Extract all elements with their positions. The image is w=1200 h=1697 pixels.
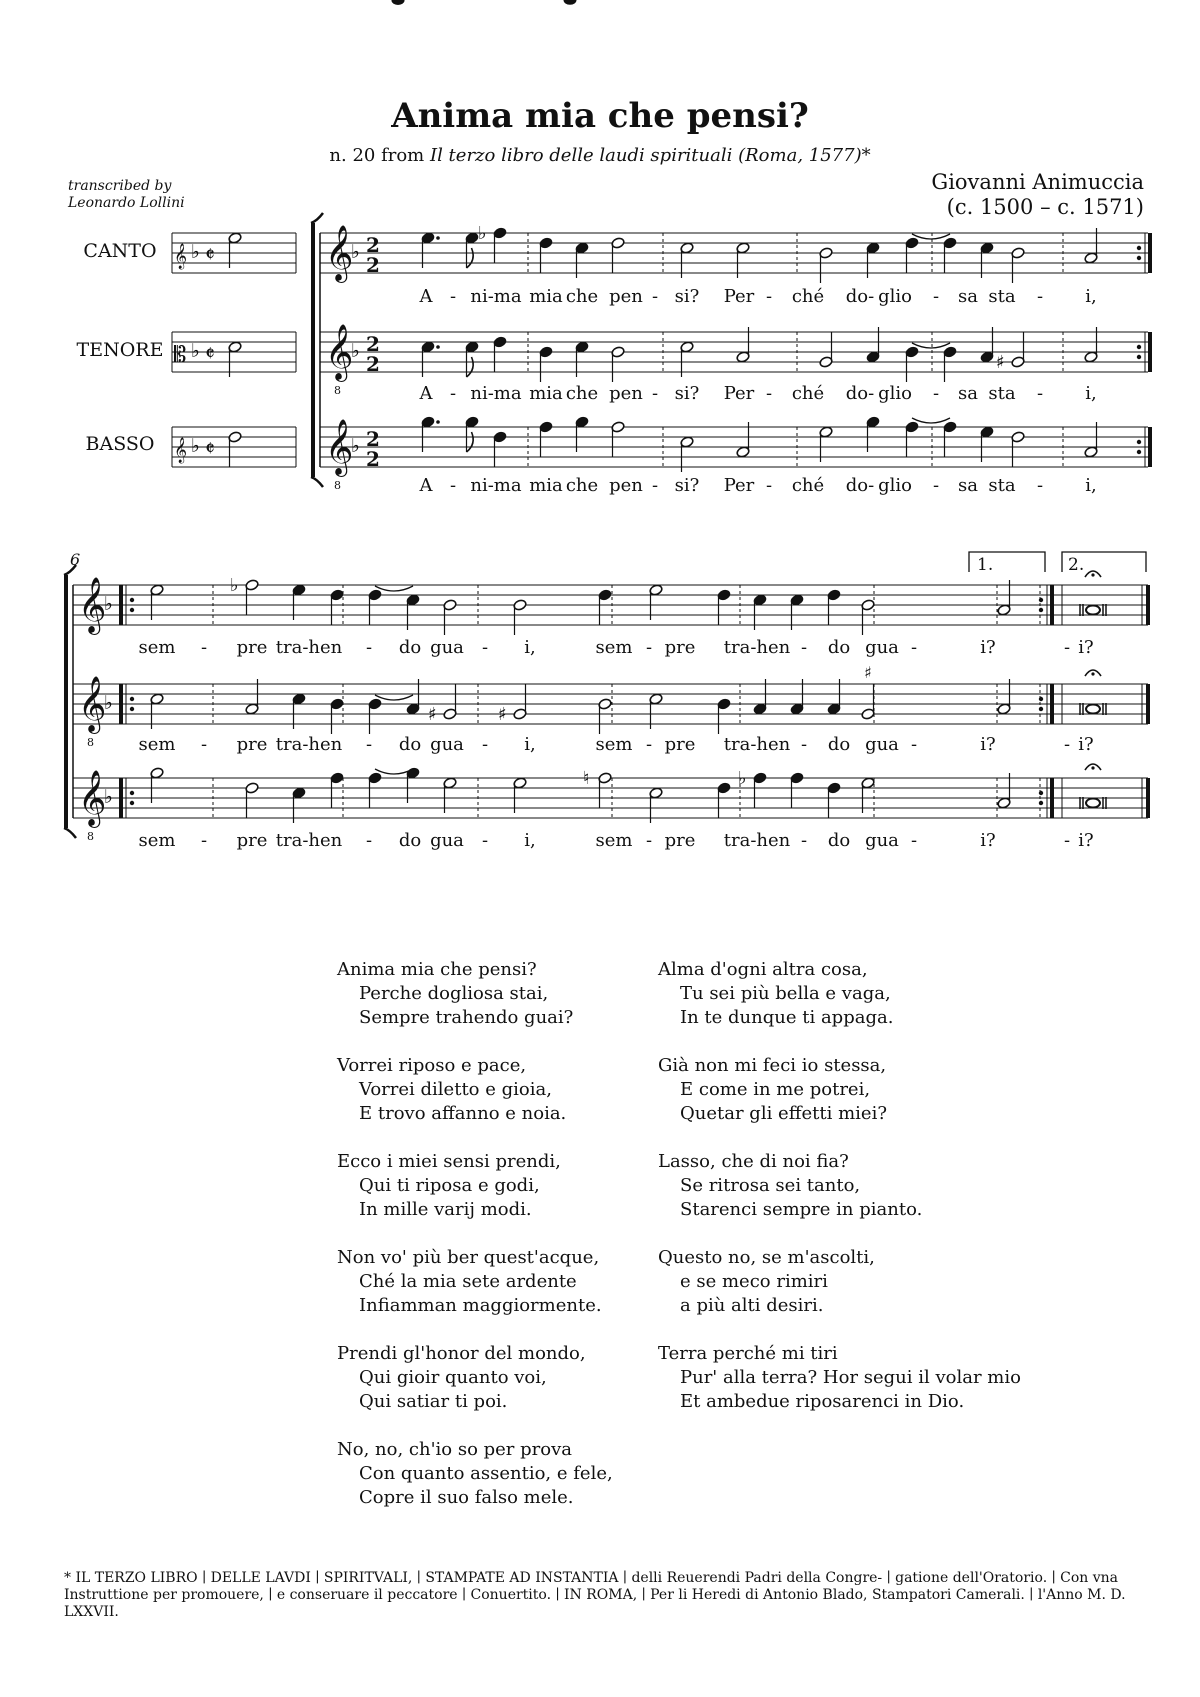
poem-line: Quetar gli effetti miei? bbox=[680, 1103, 887, 1124]
note-head-filled bbox=[392, 0, 404, 4]
poem-line: Con quanto assentio, e fele, bbox=[359, 1463, 613, 1484]
transcriber-line-1: transcribed by bbox=[68, 178, 172, 194]
composer-dates: (c. 1500 – c. 1571) bbox=[946, 195, 1144, 219]
lyric-syllable: i? bbox=[1078, 637, 1094, 658]
accidental: ♭ bbox=[230, 575, 239, 596]
lyric-syllable: sem bbox=[595, 830, 633, 851]
poem-stanza bbox=[337, 1342, 637, 1414]
lyric-syllable: - bbox=[1036, 475, 1044, 496]
lyric-syllable: - bbox=[200, 830, 208, 851]
poem-line: Sempre trahendo guai? bbox=[359, 1007, 574, 1028]
lyric-syllable: i? bbox=[1078, 734, 1094, 755]
lyric-syllable: glio bbox=[878, 383, 912, 404]
lyric-syllable: glio bbox=[878, 286, 912, 307]
poem-line: Non vo' più ber quest'acque, bbox=[337, 1247, 600, 1268]
thick-barline bbox=[1146, 585, 1150, 625]
poem-stanza bbox=[337, 1054, 637, 1126]
poem-line: E come in me potrei, bbox=[680, 1079, 871, 1100]
lyric-syllable: - bbox=[932, 475, 940, 496]
tie bbox=[375, 586, 413, 591]
note-flag bbox=[467, 432, 474, 452]
lyric-syllable: pre bbox=[664, 637, 696, 658]
lyric-syllable: i, bbox=[1085, 383, 1097, 404]
lyric-syllable: sta bbox=[988, 383, 1016, 404]
lyric-syllable: gua bbox=[430, 637, 464, 658]
poem-line: Prendi gl'honor del mondo, bbox=[337, 1343, 586, 1364]
tie bbox=[912, 343, 950, 348]
footnote: * IL TERZO LIBRO ∣ DELLE LAVDI ∣ SPIRITVALI, ∣ STAMPATE AD INSTANTIA ∣ delli Reuerendi Padri della Congre- ∣ gatione dell'Oratorio. ∣ Con vna Instruttione per promouere, ∣ e conseruare il peccatore ∣ Conuertito. ∣ IN ROMA, ∣ Per li Heredi di Antonio Blado, Stampatori Camerali. ∣ l'Anno M. D. LXXVII. bbox=[64, 1570, 1126, 1620]
thick-barline bbox=[119, 684, 123, 724]
flat-sign: ♭ bbox=[351, 435, 360, 457]
poem-line: In te dunque ti appaga. bbox=[680, 1007, 894, 1028]
tie bbox=[912, 418, 950, 423]
breve-note bbox=[1086, 799, 1100, 808]
incipit-clef: 𝄞 bbox=[174, 438, 188, 463]
repeat-dot bbox=[130, 608, 134, 612]
repeat-dot bbox=[1039, 598, 1043, 602]
lyric-syllable: - bbox=[910, 734, 918, 755]
note-head-filled bbox=[564, 0, 576, 4]
octave-marker: 8 bbox=[87, 736, 94, 749]
poem-line: E trovo affanno e noia. bbox=[359, 1103, 567, 1124]
lyric-syllable: ni-ma bbox=[470, 383, 522, 404]
lyric-syllable: - bbox=[449, 383, 457, 404]
transcriber-line-2: Leonardo Lollini bbox=[68, 195, 185, 211]
repeat-dot bbox=[130, 598, 134, 602]
lyric-syllable: - bbox=[481, 734, 489, 755]
treble-clef: 𝄞 bbox=[78, 770, 107, 826]
lyric-syllable: A bbox=[419, 475, 433, 496]
octave-marker: 8 bbox=[334, 479, 341, 492]
lyric-syllable: - bbox=[765, 475, 773, 496]
thick-barline bbox=[1050, 778, 1054, 818]
flat-sign: ♭ bbox=[104, 786, 113, 808]
poem-line: In mille varij modi. bbox=[359, 1199, 532, 1220]
composer-name: Giovanni Animuccia bbox=[931, 170, 1144, 194]
note-flag bbox=[467, 248, 474, 268]
lyric-syllable: - bbox=[932, 286, 940, 307]
incipit-mensuration: 𝄵 bbox=[205, 342, 215, 367]
score-system-1 bbox=[77, 0, 1152, 496]
flat-sign: ♭ bbox=[351, 241, 360, 263]
poem-line: Anima mia che pensi? bbox=[337, 959, 537, 980]
note-flag bbox=[467, 357, 474, 377]
lyric-syllable: - bbox=[365, 830, 373, 851]
voice-label-tenore: TENORE bbox=[76, 339, 164, 361]
lyric-syllable: gua bbox=[865, 830, 899, 851]
lyric-syllable: - bbox=[200, 637, 208, 658]
lyric-syllable: sta bbox=[988, 286, 1016, 307]
lyric-syllable: i, bbox=[524, 830, 536, 851]
augmentation-dot bbox=[436, 420, 440, 424]
lyric-syllable: i, bbox=[524, 637, 536, 658]
lyric-syllable: pen bbox=[609, 286, 643, 307]
poem-stanza bbox=[337, 1438, 637, 1510]
lyric-syllable: i? bbox=[1078, 830, 1094, 851]
poem-stanza bbox=[658, 1246, 958, 1318]
augmentation-dot bbox=[436, 345, 440, 349]
lyric-syllable: tra-hen bbox=[723, 637, 791, 658]
lyric-syllable: - bbox=[1063, 734, 1071, 755]
poem-line: Vorrei riposo e pace, bbox=[337, 1055, 527, 1076]
lyric-syllable: tra-hen bbox=[275, 637, 343, 658]
poem-line: Questo no, se m'ascolti, bbox=[658, 1247, 875, 1268]
treble-clef: 𝄞 bbox=[78, 577, 107, 633]
lyric-syllable: - bbox=[1036, 383, 1044, 404]
lyric-syllable: - bbox=[800, 637, 808, 658]
treble-clef: 𝄞 bbox=[78, 676, 107, 732]
repeat-dot bbox=[130, 801, 134, 805]
poem-line: a più alti desiri. bbox=[680, 1295, 824, 1316]
time-signature-top: 2 bbox=[366, 332, 380, 356]
lyric-syllable: - bbox=[365, 637, 373, 658]
lyric-syllable: i? bbox=[980, 637, 996, 658]
poem-line: Qui gioir quanto voi, bbox=[359, 1367, 547, 1388]
lyric-syllable: - bbox=[800, 830, 808, 851]
voice-label-basso: BASSO bbox=[85, 433, 155, 455]
poem-line: Vorrei diletto e gioia, bbox=[359, 1079, 552, 1100]
treble-clef: 𝄞 bbox=[325, 419, 354, 475]
lyric-syllable: si? bbox=[674, 286, 700, 307]
lyric-syllable: mia bbox=[529, 475, 563, 496]
treble-clef: 𝄞 bbox=[325, 324, 354, 380]
lyric-syllable: tra-hen bbox=[275, 830, 343, 851]
poem-line: Qui satiar ti poi. bbox=[359, 1391, 508, 1412]
repeat-dot bbox=[1137, 440, 1141, 444]
lyric-syllable: gua bbox=[430, 830, 464, 851]
fermata-dot bbox=[1091, 573, 1094, 576]
poem-stanza bbox=[658, 1054, 958, 1126]
bracket-hook bbox=[64, 828, 76, 838]
repeat-dot bbox=[1039, 608, 1043, 612]
subtitle-work: Il terzo libro delle laudi spirituali (Roma, 1577)* bbox=[429, 145, 871, 166]
incipit-clef: 𝄡 bbox=[174, 343, 187, 368]
repeat-dot bbox=[130, 697, 134, 701]
poem-line: Perche dogliosa stai, bbox=[359, 983, 549, 1004]
musica-ficta: ♯ bbox=[864, 663, 872, 682]
lyric-syllable: i, bbox=[1085, 475, 1097, 496]
poem-line: Ché la mia sete ardente bbox=[359, 1271, 577, 1292]
repeat-dot bbox=[1039, 791, 1043, 795]
thick-barline bbox=[1148, 427, 1152, 467]
tie bbox=[375, 695, 413, 700]
poem-line: Se ritrosa sei tanto, bbox=[680, 1175, 861, 1196]
poem-column-right bbox=[658, 958, 1021, 1438]
lyric-syllable: pen bbox=[609, 475, 643, 496]
system-bracket bbox=[64, 575, 68, 828]
lyric-syllable: - bbox=[651, 286, 659, 307]
repeat-dot bbox=[1039, 801, 1043, 805]
bracket-hook bbox=[311, 477, 323, 487]
lyric-syllable: - bbox=[645, 734, 653, 755]
poem-line: Infiamman maggiormente. bbox=[359, 1295, 602, 1316]
lyric-syllable: sem bbox=[138, 637, 176, 658]
lyric-syllable: - bbox=[651, 383, 659, 404]
lyric-syllable: i, bbox=[1085, 286, 1097, 307]
lyric-syllable: - bbox=[765, 286, 773, 307]
repeat-dot bbox=[1137, 355, 1141, 359]
score-system-2 bbox=[64, 0, 1150, 851]
lyric-syllable: do bbox=[827, 830, 851, 851]
poem-stanza bbox=[658, 1150, 958, 1222]
incipit-flat: ♭ bbox=[191, 241, 200, 263]
lyric-syllable: do- bbox=[845, 475, 875, 496]
time-signature-top: 2 bbox=[366, 233, 380, 257]
lyric-syllable: do bbox=[398, 734, 422, 755]
lyric-syllable: mia bbox=[529, 383, 563, 404]
lyric-syllable: - bbox=[200, 734, 208, 755]
lyric-syllable: Per bbox=[723, 286, 755, 307]
lyric-syllable: sa bbox=[958, 286, 978, 307]
accidental: ♮ bbox=[583, 768, 590, 789]
lyric-syllable: - bbox=[910, 637, 918, 658]
lyric-syllable: si? bbox=[674, 475, 700, 496]
poem-line: Qui ti riposa e godi, bbox=[359, 1175, 540, 1196]
thick-barline bbox=[1148, 332, 1152, 372]
lyric-syllable: - bbox=[481, 830, 489, 851]
thick-barline bbox=[119, 585, 123, 625]
lyric-syllable: tra-hen bbox=[723, 830, 791, 851]
lyric-syllable: - bbox=[449, 475, 457, 496]
lyric-syllable: pre bbox=[236, 830, 268, 851]
lyric-syllable: do bbox=[398, 637, 422, 658]
lyric-syllable: do- bbox=[845, 286, 875, 307]
lyric-syllable: sem bbox=[595, 734, 633, 755]
lyric-syllable: sem bbox=[595, 637, 633, 658]
lyric-syllable: i? bbox=[980, 734, 996, 755]
accidental: ♭ bbox=[478, 223, 487, 244]
tie bbox=[912, 234, 950, 239]
lyric-syllable: - bbox=[1063, 637, 1071, 658]
lyric-syllable: do bbox=[827, 734, 851, 755]
poem-line: Et ambedue riposarenci in Dio. bbox=[680, 1391, 965, 1412]
lyric-syllable: do bbox=[827, 637, 851, 658]
poem-column-left bbox=[337, 958, 637, 1534]
poem-stanza bbox=[337, 958, 637, 1030]
flat-sign: ♭ bbox=[351, 340, 360, 362]
lyric-syllable: - bbox=[932, 383, 940, 404]
lyric-syllable: ché bbox=[791, 475, 825, 496]
repeat-dot bbox=[1039, 697, 1043, 701]
volta-label-1: 1. bbox=[977, 555, 994, 575]
lyric-syllable: sa bbox=[958, 383, 978, 404]
poem-line: Alma d'ogni altra cosa, bbox=[658, 959, 868, 980]
poem-line: Ecco i miei sensi prendi, bbox=[337, 1151, 561, 1172]
lyric-syllable: che bbox=[565, 475, 599, 496]
poem-stanza bbox=[658, 958, 958, 1030]
lyric-syllable: Per bbox=[723, 475, 755, 496]
lyric-syllable: sta bbox=[988, 475, 1016, 496]
incipit-mensuration: 𝄵 bbox=[205, 243, 215, 268]
augmentation-dot bbox=[436, 236, 440, 240]
lyric-syllable: - bbox=[800, 734, 808, 755]
accidental: ♯ bbox=[498, 704, 507, 725]
treble-clef: 𝄞 bbox=[325, 225, 354, 281]
poem-line: Lasso, che di noi fia? bbox=[658, 1151, 849, 1172]
lyric-syllable: gua bbox=[865, 734, 899, 755]
lyric-syllable: - bbox=[765, 383, 773, 404]
lyric-syllable: - bbox=[1063, 830, 1071, 851]
lyric-syllable: - bbox=[645, 830, 653, 851]
accidental: ♯ bbox=[428, 704, 437, 725]
system-bracket bbox=[311, 223, 315, 477]
repeat-dot bbox=[130, 707, 134, 711]
poem-line: Pur' alla terra? Hor segui il volar mio bbox=[680, 1367, 1021, 1388]
repeat-dot bbox=[1039, 707, 1043, 711]
lyric-syllable: pre bbox=[236, 734, 268, 755]
lyric-syllable: mia bbox=[529, 286, 563, 307]
accidental: ♯ bbox=[996, 352, 1005, 373]
thick-barline bbox=[1050, 585, 1054, 625]
lyric-syllable: - bbox=[910, 830, 918, 851]
lyric-syllable: - bbox=[651, 475, 659, 496]
time-signature-bottom: 2 bbox=[366, 352, 380, 376]
lyric-syllable: che bbox=[565, 286, 599, 307]
piece-title: Anima mia che pensi? bbox=[391, 96, 809, 136]
poem-stanza bbox=[337, 1150, 637, 1222]
incipit-flat: ♭ bbox=[191, 435, 200, 457]
breve-note bbox=[1086, 705, 1100, 714]
lyric-syllable: gua bbox=[430, 734, 464, 755]
poem-line: Copre il suo falso mele. bbox=[359, 1487, 574, 1508]
lyric-syllable: Per bbox=[723, 383, 755, 404]
lyric-syllable: do bbox=[398, 830, 422, 851]
repeat-dot bbox=[130, 791, 134, 795]
incipit-clef: 𝄞 bbox=[174, 244, 188, 269]
lyric-syllable: glio bbox=[878, 475, 912, 496]
flat-sign: ♭ bbox=[104, 692, 113, 714]
lyric-syllable: - bbox=[481, 637, 489, 658]
subtitle-prefix: n. 20 from bbox=[329, 145, 430, 166]
fermata-dot bbox=[1091, 672, 1094, 675]
lyric-syllable: A bbox=[419, 383, 433, 404]
flat-sign: ♭ bbox=[104, 593, 113, 615]
lyric-syllable: - bbox=[645, 637, 653, 658]
poem-line: Tu sei più bella e vaga, bbox=[680, 983, 891, 1004]
bracket-hook bbox=[311, 213, 323, 223]
lyric-syllable: che bbox=[565, 383, 599, 404]
lyric-syllable: pen bbox=[609, 383, 643, 404]
thick-barline bbox=[1050, 684, 1054, 724]
repeat-dot bbox=[1137, 450, 1141, 454]
octave-marker: 8 bbox=[334, 384, 341, 397]
bar-number: 6 bbox=[70, 550, 81, 569]
poem-line: Starenci sempre in pianto. bbox=[680, 1199, 923, 1220]
poem-stanza bbox=[658, 1342, 1021, 1414]
lyric-syllable: pre bbox=[664, 830, 696, 851]
lyric-syllable: do- bbox=[845, 383, 875, 404]
lyric-syllable: A bbox=[419, 286, 433, 307]
lyric-syllable: - bbox=[449, 286, 457, 307]
lyric-syllable: tra-hen bbox=[275, 734, 343, 755]
thick-barline bbox=[1146, 684, 1150, 724]
repeat-dot bbox=[1137, 345, 1141, 349]
lyric-syllable: gua bbox=[865, 637, 899, 658]
lyric-syllable: si? bbox=[674, 383, 700, 404]
lyric-syllable: sem bbox=[138, 734, 176, 755]
lyric-syllable: - bbox=[1036, 286, 1044, 307]
repeat-dot bbox=[1137, 256, 1141, 260]
time-signature-top: 2 bbox=[366, 427, 380, 451]
poem-line: Terra perché mi tiri bbox=[658, 1343, 838, 1364]
volta-label-2: 2. bbox=[1068, 555, 1085, 575]
lyric-syllable: sa bbox=[958, 475, 978, 496]
poem-stanza bbox=[337, 1246, 637, 1318]
octave-marker: 8 bbox=[87, 830, 94, 843]
poem-line: e se meco rimiri bbox=[680, 1271, 828, 1292]
time-signature-bottom: 2 bbox=[366, 447, 380, 471]
lyric-syllable: ni-ma bbox=[470, 475, 522, 496]
lyric-syllable: pre bbox=[664, 734, 696, 755]
lyric-syllable: - bbox=[365, 734, 373, 755]
lyric-syllable: i, bbox=[524, 734, 536, 755]
lyric-syllable: i? bbox=[980, 830, 996, 851]
lyric-syllable: ché bbox=[791, 286, 825, 307]
poem-line: Già non mi feci io stessa, bbox=[658, 1055, 887, 1076]
thick-barline bbox=[119, 778, 123, 818]
lyric-syllable: ché bbox=[791, 383, 825, 404]
lyric-syllable: sem bbox=[138, 830, 176, 851]
poem-line: No, no, ch'io so per prova bbox=[337, 1439, 573, 1460]
fermata-dot bbox=[1091, 766, 1094, 769]
breve-note bbox=[1086, 606, 1100, 615]
time-signature-bottom: 2 bbox=[366, 253, 380, 277]
incipit-flat: ♭ bbox=[191, 340, 200, 362]
lyric-syllable: ni-ma bbox=[470, 286, 522, 307]
voice-label-canto: CANTO bbox=[83, 240, 157, 262]
repeat-dot bbox=[1137, 246, 1141, 250]
accidental: ♭ bbox=[738, 768, 747, 789]
thick-barline bbox=[1148, 233, 1152, 273]
lyric-syllable: pre bbox=[236, 637, 268, 658]
lyric-syllable: tra-hen bbox=[723, 734, 791, 755]
thick-barline bbox=[1146, 778, 1150, 818]
incipit-mensuration: 𝄵 bbox=[205, 437, 215, 462]
